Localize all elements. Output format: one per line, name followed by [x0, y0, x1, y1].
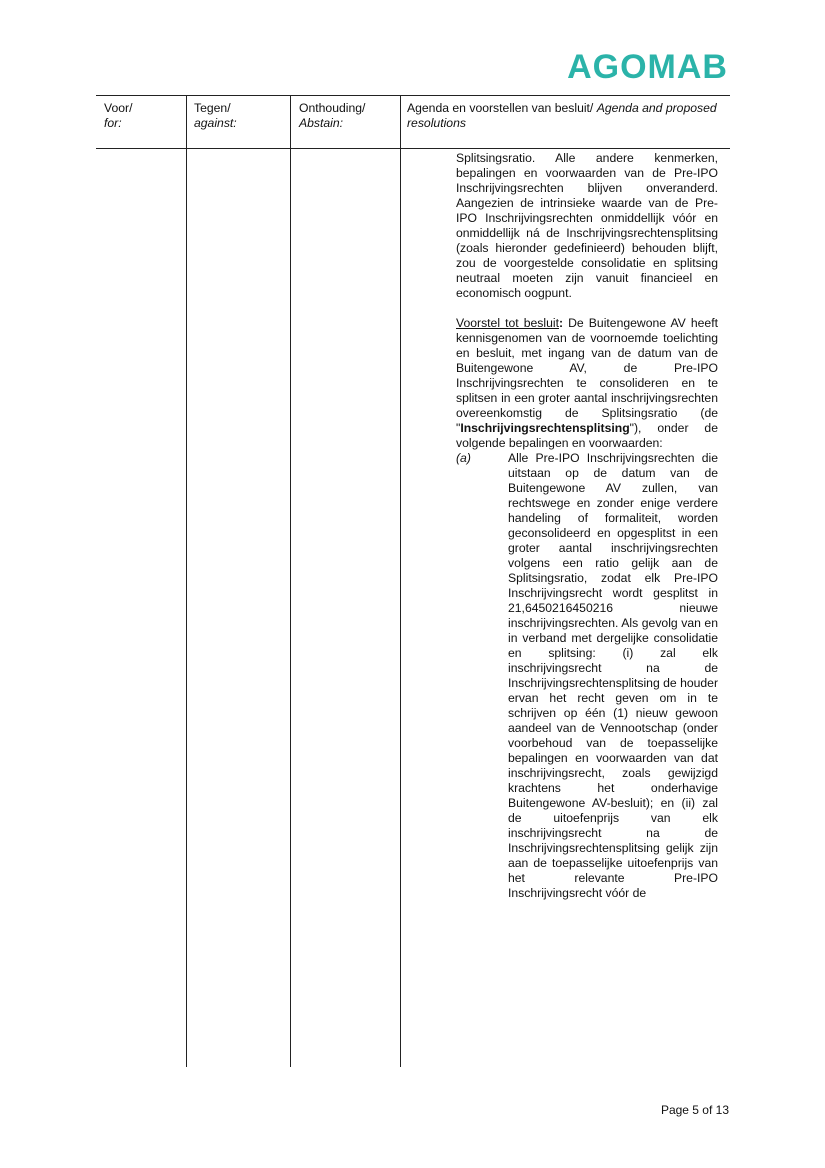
header-col-abstain-en: Abstain: — [299, 116, 344, 130]
proposal-colon: : — [558, 316, 564, 330]
body-paragraph: Splitsingsratio. Alle andere kenmerken, bepalingen en voorwaarden van de Pre-IPO Inschrijvingsrechten blijven onveranderd. Aangezien de intrinsieke waarde van de Pre-IPO Inschrijvingsrechten onmiddellijk vóór en onmiddellijk ná de Inschrijvingsrechtensplitsing (zoals hieronder gedefinieerd) behouden blijft, zou de voorgestelde consolidatie en splitsing neutraal moeten zijn vanuit financieel en economisch oogpunt. — [456, 151, 718, 300]
header-col-against — [194, 101, 237, 131]
header-col-against-nl: Tegen/ — [194, 101, 231, 115]
item-text: Alle Pre-IPO Inschrijvingsrechten die uitstaan op de datum van de Buitengewone AV zullen, van rechtswege en zonder enige verdere handeling of formaliteit, worden geconsolideerd en opgesplitst in een groter aantal inschrijvingsrechten volgens een ratio gelijk aan de Splitsingsratio, zodat elk Pre-IPO Inschrijvingsrecht wordt gesplitst in 21,6450216450216 nieuwe inschrijvingsrechten. Als gevolg van en in verband met dergelijke consolidatie en splitsing: (i) zal elk inschrijvingsrecht na de Inschrijvingsrechtensplitsing de houder ervan het recht geven om in te schrijven op één (1) nieuw gewoon aandeel van de Vennootschap (onder voorbehoud van de toepasselijke bepalingen en voorwaarden van dat inschrijvingsrecht, zoals gewijzigd krachtens het onderhavige Buitengewone AV-besluit); en (ii) zal de uitoefenprijs van elk inschrijvingsrecht na de Inschrijvingsrechtensplitsing gelijk zijn aan de toepasselijke uitoefenprijs van het relevante Pre-IPO Inschrijvingsrecht vóór de — [508, 451, 719, 900]
header-col-agenda — [407, 101, 725, 131]
header-col-abstain-nl: Onthouding/ — [299, 101, 366, 115]
table-top-border — [96, 95, 730, 96]
header-col-for-nl: Voor/ — [104, 101, 133, 115]
list-item — [456, 451, 718, 901]
column-divider-1 — [186, 95, 187, 1067]
header-col-for-en: for: — [104, 116, 122, 130]
agenda-body — [456, 151, 718, 901]
item-label: (a) — [456, 451, 471, 465]
proposal-tail: "), onder de volgende bepalingen en voorwaarden: — [456, 421, 718, 450]
defined-term: Inschrijvingsrechtensplitsing — [460, 421, 630, 435]
header-col-agenda-en: Agenda and proposed resolutions — [407, 101, 717, 130]
proposal-text: De Buitengewone AV heeft kennisgenomen van de voornoemde toelichting en besluit, met ingang van de datum van de Buitengewone AV, de Pre-IPO Inschrijvingsrechten te consolideren en te splitsen in een groter aantal inschrijvingsrechten overeenkomstig de Splitsingsratio (de " — [456, 316, 718, 435]
column-divider-3 — [400, 95, 401, 1067]
header-col-for — [104, 101, 132, 131]
header-col-agenda-nl: Agenda en voorstellen van besluit/ — [407, 101, 597, 115]
proposal-label: Voorstel tot besluit — [456, 316, 559, 330]
header-col-abstain — [299, 101, 365, 131]
proposal-paragraph — [456, 316, 718, 451]
page-number: Page 5 of 13 — [660, 1103, 729, 1117]
column-divider-2 — [290, 95, 291, 1067]
table-header-border — [96, 148, 730, 149]
company-logo: AGOMAB — [567, 48, 728, 86]
header-col-against-en: against: — [194, 116, 237, 130]
